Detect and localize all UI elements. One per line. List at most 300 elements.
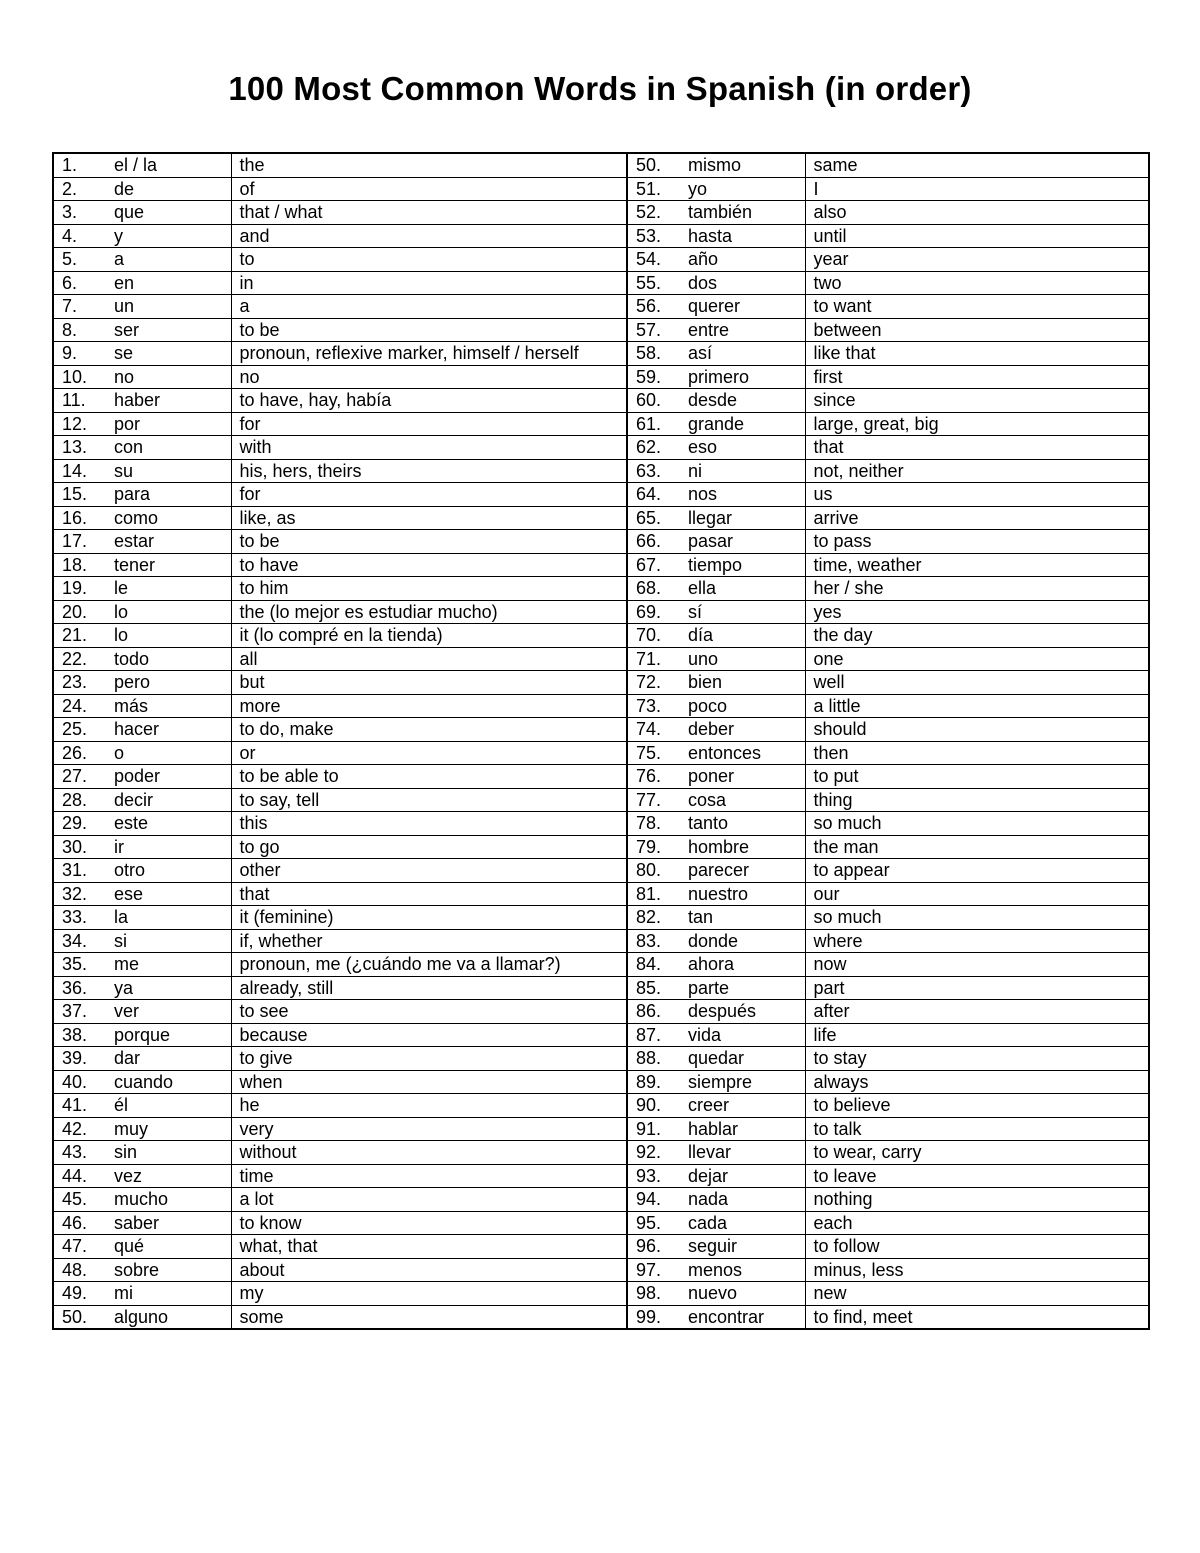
spanish-word: muy bbox=[114, 1118, 149, 1139]
right-english-translation: yes bbox=[805, 600, 1149, 624]
spanish-word: día bbox=[688, 625, 714, 646]
right-english-translation: I bbox=[805, 177, 1149, 201]
rank-number: 79. bbox=[636, 836, 662, 857]
left-english-translation: because bbox=[231, 1023, 627, 1047]
rank-number: 59. bbox=[636, 366, 662, 387]
spanish-word: ella bbox=[688, 578, 717, 599]
table-row bbox=[53, 389, 1149, 413]
right-english-translation: time, weather bbox=[805, 553, 1149, 577]
table-row bbox=[53, 1117, 1149, 1141]
left-spanish-word-cell bbox=[53, 788, 231, 812]
spanish-word: llevar bbox=[688, 1142, 732, 1163]
table-row bbox=[53, 365, 1149, 389]
right-spanish-word-cell bbox=[627, 1141, 805, 1165]
right-spanish-word-cell bbox=[627, 412, 805, 436]
right-spanish-word-cell bbox=[627, 1000, 805, 1024]
rank-number: 47. bbox=[62, 1236, 88, 1257]
left-english-translation: with bbox=[231, 436, 627, 460]
right-spanish-word-cell bbox=[627, 577, 805, 601]
spanish-word: alguno bbox=[114, 1306, 169, 1327]
right-english-translation: where bbox=[805, 929, 1149, 953]
rank-number: 91. bbox=[636, 1118, 662, 1139]
spanish-word: bien bbox=[688, 672, 723, 693]
rank-number: 92. bbox=[636, 1142, 662, 1163]
rank-number: 12. bbox=[62, 413, 88, 434]
spanish-word: él bbox=[114, 1095, 129, 1116]
left-spanish-word-cell bbox=[53, 1094, 231, 1118]
right-spanish-word-cell bbox=[627, 530, 805, 554]
spanish-word: primero bbox=[688, 366, 750, 387]
left-english-translation: more bbox=[231, 694, 627, 718]
left-english-translation: and bbox=[231, 224, 627, 248]
rank-number: 7. bbox=[62, 296, 78, 317]
right-spanish-word-cell bbox=[627, 694, 805, 718]
rank-number: 23. bbox=[62, 672, 88, 693]
spanish-word: lo bbox=[114, 601, 129, 622]
right-spanish-word-cell bbox=[627, 812, 805, 836]
left-english-translation: what, that bbox=[231, 1235, 627, 1259]
left-english-translation: the (lo mejor es estudiar mucho) bbox=[231, 600, 627, 624]
spanish-word: ese bbox=[114, 883, 144, 904]
right-english-translation: also bbox=[805, 201, 1149, 225]
left-spanish-word-cell bbox=[53, 906, 231, 930]
left-english-translation: that / what bbox=[231, 201, 627, 225]
table-row bbox=[53, 1047, 1149, 1071]
spanish-word: uno bbox=[688, 648, 719, 669]
right-spanish-word-cell bbox=[627, 600, 805, 624]
table-row bbox=[53, 1023, 1149, 1047]
rank-number: 64. bbox=[636, 484, 662, 505]
left-spanish-word-cell bbox=[53, 1000, 231, 1024]
left-english-translation: his, hers, theirs bbox=[231, 459, 627, 483]
spanish-word: no bbox=[114, 366, 135, 387]
spanish-word: creer bbox=[688, 1095, 730, 1116]
spanish-word: ver bbox=[114, 1001, 140, 1022]
rank-number: 29. bbox=[62, 813, 88, 834]
rank-number: 73. bbox=[636, 695, 662, 716]
table-row bbox=[53, 1258, 1149, 1282]
left-english-translation: for bbox=[231, 412, 627, 436]
left-spanish-word-cell bbox=[53, 577, 231, 601]
left-spanish-word-cell bbox=[53, 506, 231, 530]
right-spanish-word-cell bbox=[627, 1164, 805, 1188]
spanish-word: más bbox=[114, 695, 149, 716]
left-spanish-word-cell bbox=[53, 389, 231, 413]
spanish-word: entre bbox=[688, 319, 730, 340]
spanish-word: y bbox=[114, 225, 123, 246]
rank-number: 2. bbox=[62, 178, 78, 199]
left-spanish-word-cell bbox=[53, 553, 231, 577]
right-english-translation: to put bbox=[805, 765, 1149, 789]
right-spanish-word-cell bbox=[627, 1211, 805, 1235]
rank-number: 37. bbox=[62, 1001, 88, 1022]
rank-number: 61. bbox=[636, 413, 662, 434]
spanish-word: decir bbox=[114, 789, 154, 810]
rank-number: 17. bbox=[62, 531, 88, 552]
table-row bbox=[53, 1282, 1149, 1306]
rank-number: 87. bbox=[636, 1024, 662, 1045]
spanish-word: si bbox=[114, 930, 127, 951]
left-english-translation: to have, hay, había bbox=[231, 389, 627, 413]
spanish-word: pero bbox=[114, 672, 151, 693]
right-spanish-word-cell bbox=[627, 1023, 805, 1047]
left-english-translation: some bbox=[231, 1305, 627, 1329]
spanish-word: siempre bbox=[688, 1071, 753, 1092]
left-spanish-word-cell bbox=[53, 295, 231, 319]
right-english-translation: her / she bbox=[805, 577, 1149, 601]
rank-number: 32. bbox=[62, 883, 88, 904]
right-spanish-word-cell bbox=[627, 248, 805, 272]
table-row bbox=[53, 224, 1149, 248]
rank-number: 8. bbox=[62, 319, 78, 340]
spanish-word: hablar bbox=[688, 1118, 739, 1139]
rank-number: 52. bbox=[636, 202, 662, 223]
spanish-word: ahora bbox=[688, 954, 735, 975]
right-spanish-word-cell bbox=[627, 295, 805, 319]
table-row bbox=[53, 1235, 1149, 1259]
spanish-word: vida bbox=[688, 1024, 722, 1045]
right-spanish-word-cell bbox=[627, 224, 805, 248]
rank-number: 57. bbox=[636, 319, 662, 340]
rank-number: 72. bbox=[636, 672, 662, 693]
spanish-word: tiempo bbox=[688, 554, 743, 575]
left-english-translation: this bbox=[231, 812, 627, 836]
spanish-word: nuestro bbox=[688, 883, 749, 904]
rank-number: 84. bbox=[636, 954, 662, 975]
spanish-word: le bbox=[114, 578, 129, 599]
right-english-translation: to find, meet bbox=[805, 1305, 1149, 1329]
rank-number: 16. bbox=[62, 507, 88, 528]
table-row bbox=[53, 553, 1149, 577]
rank-number: 1. bbox=[62, 155, 78, 176]
rank-number: 97. bbox=[636, 1259, 662, 1280]
left-english-translation: if, whether bbox=[231, 929, 627, 953]
rank-number: 75. bbox=[636, 742, 662, 763]
spanish-word: ir bbox=[114, 836, 124, 857]
spanish-word: ni bbox=[688, 460, 703, 481]
right-spanish-word-cell bbox=[627, 553, 805, 577]
spanish-word: yo bbox=[688, 178, 708, 199]
left-spanish-word-cell bbox=[53, 1258, 231, 1282]
rank-number: 93. bbox=[636, 1165, 662, 1186]
right-english-translation: nothing bbox=[805, 1188, 1149, 1212]
table-row bbox=[53, 412, 1149, 436]
rank-number: 5. bbox=[62, 249, 78, 270]
rank-number: 10. bbox=[62, 366, 88, 387]
left-spanish-word-cell bbox=[53, 201, 231, 225]
spanish-word: hasta bbox=[688, 225, 733, 246]
rank-number: 65. bbox=[636, 507, 662, 528]
spanish-word: este bbox=[114, 813, 149, 834]
left-spanish-word-cell bbox=[53, 741, 231, 765]
spanish-word: vez bbox=[114, 1165, 143, 1186]
left-english-translation: to him bbox=[231, 577, 627, 601]
right-english-translation: two bbox=[805, 271, 1149, 295]
rank-number: 53. bbox=[636, 225, 662, 246]
rank-number: 86. bbox=[636, 1001, 662, 1022]
left-spanish-word-cell bbox=[53, 271, 231, 295]
rank-number: 25. bbox=[62, 719, 88, 740]
rank-number: 83. bbox=[636, 930, 662, 951]
right-english-translation: to pass bbox=[805, 530, 1149, 554]
left-spanish-word-cell bbox=[53, 1117, 231, 1141]
left-spanish-word-cell bbox=[53, 600, 231, 624]
left-spanish-word-cell bbox=[53, 765, 231, 789]
table-row bbox=[53, 765, 1149, 789]
right-spanish-word-cell bbox=[627, 459, 805, 483]
left-english-translation: to be bbox=[231, 530, 627, 554]
rank-number: 34. bbox=[62, 930, 88, 951]
table-row bbox=[53, 953, 1149, 977]
right-spanish-word-cell bbox=[627, 1258, 805, 1282]
table-row bbox=[53, 1094, 1149, 1118]
table-row bbox=[53, 1305, 1149, 1329]
rank-number: 4. bbox=[62, 225, 78, 246]
table-row bbox=[53, 248, 1149, 272]
table-row bbox=[53, 718, 1149, 742]
spanish-word: nada bbox=[688, 1189, 729, 1210]
right-spanish-word-cell bbox=[627, 1094, 805, 1118]
right-spanish-word-cell bbox=[627, 365, 805, 389]
right-spanish-word-cell bbox=[627, 389, 805, 413]
table-row bbox=[53, 295, 1149, 319]
rank-number: 63. bbox=[636, 460, 662, 481]
table-row bbox=[53, 600, 1149, 624]
left-english-translation: to know bbox=[231, 1211, 627, 1235]
left-spanish-word-cell bbox=[53, 436, 231, 460]
spanish-word: el / la bbox=[114, 155, 158, 176]
left-english-translation: for bbox=[231, 483, 627, 507]
rank-number: 70. bbox=[636, 625, 662, 646]
rank-number: 14. bbox=[62, 460, 88, 481]
left-spanish-word-cell bbox=[53, 1235, 231, 1259]
rank-number: 15. bbox=[62, 484, 88, 505]
right-english-translation: to follow bbox=[805, 1235, 1149, 1259]
table-row bbox=[53, 647, 1149, 671]
rank-number: 28. bbox=[62, 789, 88, 810]
left-english-translation: to have bbox=[231, 553, 627, 577]
right-spanish-word-cell bbox=[627, 976, 805, 1000]
rank-number: 35. bbox=[62, 954, 88, 975]
right-english-translation: us bbox=[805, 483, 1149, 507]
left-spanish-word-cell bbox=[53, 342, 231, 366]
left-english-translation: when bbox=[231, 1070, 627, 1094]
spanish-word: poco bbox=[688, 695, 728, 716]
right-english-translation: our bbox=[805, 882, 1149, 906]
table-row bbox=[53, 624, 1149, 648]
table-row bbox=[53, 1188, 1149, 1212]
table-row bbox=[53, 906, 1149, 930]
table-row bbox=[53, 788, 1149, 812]
spanish-word: otro bbox=[114, 860, 146, 881]
spanish-word: como bbox=[114, 507, 159, 528]
right-spanish-word-cell bbox=[627, 318, 805, 342]
spanish-word: querer bbox=[688, 296, 741, 317]
right-english-translation: part bbox=[805, 976, 1149, 1000]
rank-number: 46. bbox=[62, 1212, 88, 1233]
right-spanish-word-cell bbox=[627, 953, 805, 977]
rank-number: 9. bbox=[62, 343, 78, 364]
right-spanish-word-cell bbox=[627, 1235, 805, 1259]
spanish-word: saber bbox=[114, 1212, 160, 1233]
left-spanish-word-cell bbox=[53, 859, 231, 883]
rank-number: 31. bbox=[62, 860, 88, 881]
right-english-translation: arrive bbox=[805, 506, 1149, 530]
rank-number: 22. bbox=[62, 648, 88, 669]
table-row bbox=[53, 1141, 1149, 1165]
spanish-word: sin bbox=[114, 1142, 138, 1163]
spanish-word: lo bbox=[114, 625, 129, 646]
rank-number: 98. bbox=[636, 1283, 662, 1304]
right-spanish-word-cell bbox=[627, 1188, 805, 1212]
right-spanish-word-cell bbox=[627, 671, 805, 695]
left-english-translation: or bbox=[231, 741, 627, 765]
right-english-translation: until bbox=[805, 224, 1149, 248]
spanish-word: cosa bbox=[688, 789, 727, 810]
rank-number: 26. bbox=[62, 742, 88, 763]
rank-number: 94. bbox=[636, 1189, 662, 1210]
left-spanish-word-cell bbox=[53, 1282, 231, 1306]
right-spanish-word-cell bbox=[627, 624, 805, 648]
left-spanish-word-cell bbox=[53, 929, 231, 953]
spanish-word: a bbox=[114, 249, 125, 270]
left-spanish-word-cell bbox=[53, 1141, 231, 1165]
spanish-word: se bbox=[114, 343, 134, 364]
left-english-translation: to bbox=[231, 248, 627, 272]
spanish-word: donde bbox=[688, 930, 739, 951]
right-english-translation: minus, less bbox=[805, 1258, 1149, 1282]
left-english-translation: to be able to bbox=[231, 765, 627, 789]
spanish-word: de bbox=[114, 178, 135, 199]
left-spanish-word-cell bbox=[53, 1188, 231, 1212]
spanish-word: tan bbox=[688, 907, 714, 928]
right-spanish-word-cell bbox=[627, 835, 805, 859]
rank-number: 62. bbox=[636, 437, 662, 458]
table-row bbox=[53, 318, 1149, 342]
spanish-word: mismo bbox=[688, 155, 741, 176]
spanish-word: desde bbox=[688, 390, 738, 411]
right-english-translation: to stay bbox=[805, 1047, 1149, 1071]
spanish-word: por bbox=[114, 413, 141, 434]
right-english-translation: now bbox=[805, 953, 1149, 977]
spanish-word: me bbox=[114, 954, 140, 975]
left-spanish-word-cell bbox=[53, 1023, 231, 1047]
spanish-word: nos bbox=[688, 484, 718, 505]
rank-number: 77. bbox=[636, 789, 662, 810]
spanish-word: hacer bbox=[114, 719, 160, 740]
right-spanish-word-cell bbox=[627, 342, 805, 366]
rank-number: 54. bbox=[636, 249, 662, 270]
spanish-word: un bbox=[114, 296, 135, 317]
right-spanish-word-cell bbox=[627, 718, 805, 742]
right-english-translation: since bbox=[805, 389, 1149, 413]
right-english-translation: then bbox=[805, 741, 1149, 765]
left-english-translation: all bbox=[231, 647, 627, 671]
right-spanish-word-cell bbox=[627, 201, 805, 225]
right-english-translation: one bbox=[805, 647, 1149, 671]
left-english-translation: to see bbox=[231, 1000, 627, 1024]
rank-number: 99. bbox=[636, 1306, 662, 1327]
rank-number: 27. bbox=[62, 766, 88, 787]
rank-number: 89. bbox=[636, 1071, 662, 1092]
table-row bbox=[53, 577, 1149, 601]
left-english-translation: but bbox=[231, 671, 627, 695]
left-spanish-word-cell bbox=[53, 953, 231, 977]
table-row bbox=[53, 271, 1149, 295]
table-row bbox=[53, 177, 1149, 201]
right-english-translation: to talk bbox=[805, 1117, 1149, 1141]
left-spanish-word-cell bbox=[53, 177, 231, 201]
spanish-word: sí bbox=[688, 601, 703, 622]
left-english-translation: to say, tell bbox=[231, 788, 627, 812]
left-english-translation: it (lo compré en la tienda) bbox=[231, 624, 627, 648]
rank-number: 11. bbox=[62, 390, 86, 411]
left-english-translation: other bbox=[231, 859, 627, 883]
spanish-word: dar bbox=[114, 1048, 141, 1069]
right-spanish-word-cell bbox=[627, 647, 805, 671]
right-english-translation: so much bbox=[805, 812, 1149, 836]
table-row bbox=[53, 859, 1149, 883]
left-english-translation: the bbox=[231, 153, 627, 177]
table-row bbox=[53, 812, 1149, 836]
spanish-word: para bbox=[114, 484, 151, 505]
right-english-translation: life bbox=[805, 1023, 1149, 1047]
rank-number: 21. bbox=[62, 625, 88, 646]
left-english-translation: it (feminine) bbox=[231, 906, 627, 930]
left-spanish-word-cell bbox=[53, 1070, 231, 1094]
rank-number: 44. bbox=[62, 1165, 88, 1186]
spanish-word: quedar bbox=[688, 1048, 745, 1069]
right-spanish-word-cell bbox=[627, 906, 805, 930]
left-spanish-word-cell bbox=[53, 624, 231, 648]
right-english-translation: to appear bbox=[805, 859, 1149, 883]
spanish-word: en bbox=[114, 272, 135, 293]
spanish-word: menos bbox=[688, 1259, 743, 1280]
rank-number: 76. bbox=[636, 766, 662, 787]
table-row bbox=[53, 694, 1149, 718]
spanish-word: año bbox=[688, 249, 719, 270]
right-spanish-word-cell bbox=[627, 1305, 805, 1329]
spanish-word: ser bbox=[114, 319, 140, 340]
rank-number: 18. bbox=[62, 554, 88, 575]
left-english-translation: my bbox=[231, 1282, 627, 1306]
spanish-word: dos bbox=[688, 272, 718, 293]
spanish-word: llegar bbox=[688, 507, 733, 528]
left-english-translation: a lot bbox=[231, 1188, 627, 1212]
table-row bbox=[53, 530, 1149, 554]
left-spanish-word-cell bbox=[53, 812, 231, 836]
spanish-word: poder bbox=[114, 766, 161, 787]
left-spanish-word-cell bbox=[53, 412, 231, 436]
rank-number: 56. bbox=[636, 296, 662, 317]
right-english-translation: not, neither bbox=[805, 459, 1149, 483]
right-english-translation: first bbox=[805, 365, 1149, 389]
table-row bbox=[53, 835, 1149, 859]
rank-number: 85. bbox=[636, 977, 662, 998]
right-english-translation: thing bbox=[805, 788, 1149, 812]
rank-number: 78. bbox=[636, 813, 662, 834]
spanish-word: haber bbox=[114, 390, 161, 411]
right-english-translation: between bbox=[805, 318, 1149, 342]
right-english-translation: so much bbox=[805, 906, 1149, 930]
rank-number: 41. bbox=[62, 1095, 88, 1116]
left-spanish-word-cell bbox=[53, 365, 231, 389]
right-spanish-word-cell bbox=[627, 177, 805, 201]
spanish-word: parecer bbox=[688, 860, 750, 881]
rank-number: 68. bbox=[636, 578, 662, 599]
table-row bbox=[53, 671, 1149, 695]
spanish-word: mucho bbox=[114, 1189, 169, 1210]
